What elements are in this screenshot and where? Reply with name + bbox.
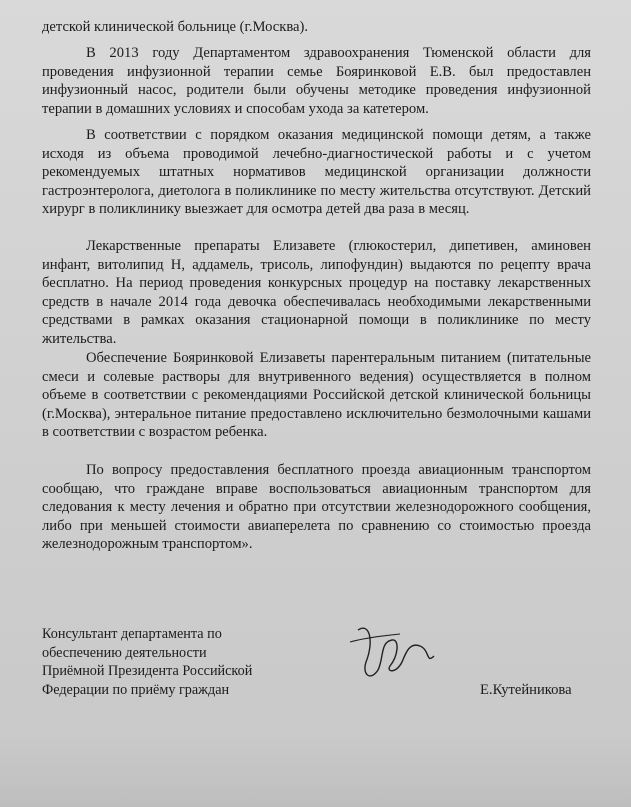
signer-name: Е.Кутейникова [480,682,572,698]
handwritten-signature [340,612,450,692]
paragraph-air-travel: По вопросу предоставления бесплатного проезда авиационным транспортом сообщаю, что граждане вправе воспользоваться авиационным транспортом для следования к месту лечения и обратно при отсутствии железнодорожного сообщения, либо при меньшей стоимости авиаперелета по сравнению со стоимостью проезда железнодорожным транспортом». [42,462,591,553]
paragraph-nutrition: Обеспечение Бояринковой Елизаветы парентеральным питанием (питательные смеси и солевые растворы для внутривенного ведения) осуществляется в полном объеме в соответствии с рекомендациями Российской детской клинической больницы (г.Москва), энтеральное питание предоставлено исключительно безмолочными кашами в соответствии с возрастом ребенка. [42,350,591,441]
position-line: Консультант департамента по [42,626,222,642]
paragraph-medicines: Лекарственные препараты Елизавете (глюкостерил, дипетивен, аминовен инфант, витолипид Н, аддамель, трисоль, липофундин) выдаются по рецепту врача бесплатно. На период проведения конкурсных процедур на поставку лекарственных средств в начале 2014 года девочка обеспечивалась необходимыми лекарственными средствами в рамках оказания стационарной помощи в поликлинике по месту жительства. [42,238,591,347]
position-line: обеспечению деятельности [42,644,207,661]
signature-position [42,625,252,699]
position-line: Федерации по приёму граждан [42,681,230,698]
paragraph-continuation: детской клинической больнице (г.Москва). [42,19,308,35]
paragraph-medical-staff: В соответствии с порядком оказания медицинской помощи детям, а также исходя из объема проводимой лечебно-диагностической работы и с учетом рекомендуемых штатных нормативов медицинской организации должности гастроэнтеролога, диетолога в поликлинике по месту жительства отсутствуют. Детский хирург в поликлинику выезжает для осмотра детей два раза в месяц. [42,127,591,218]
page-shadow [0,737,631,807]
paragraph-infusion-pump: В 2013 году Департаментом здравоохранения Тюменской области для проведения инфузионной терапии семье Бояринковой Е.В. был предоставлен инфузионный насос, родители были обучены методике проведения инфузионной терапии в домашних условиях и способам ухода за катетером. [42,45,591,117]
position-line: Приёмной Президента Российской [42,663,253,680]
